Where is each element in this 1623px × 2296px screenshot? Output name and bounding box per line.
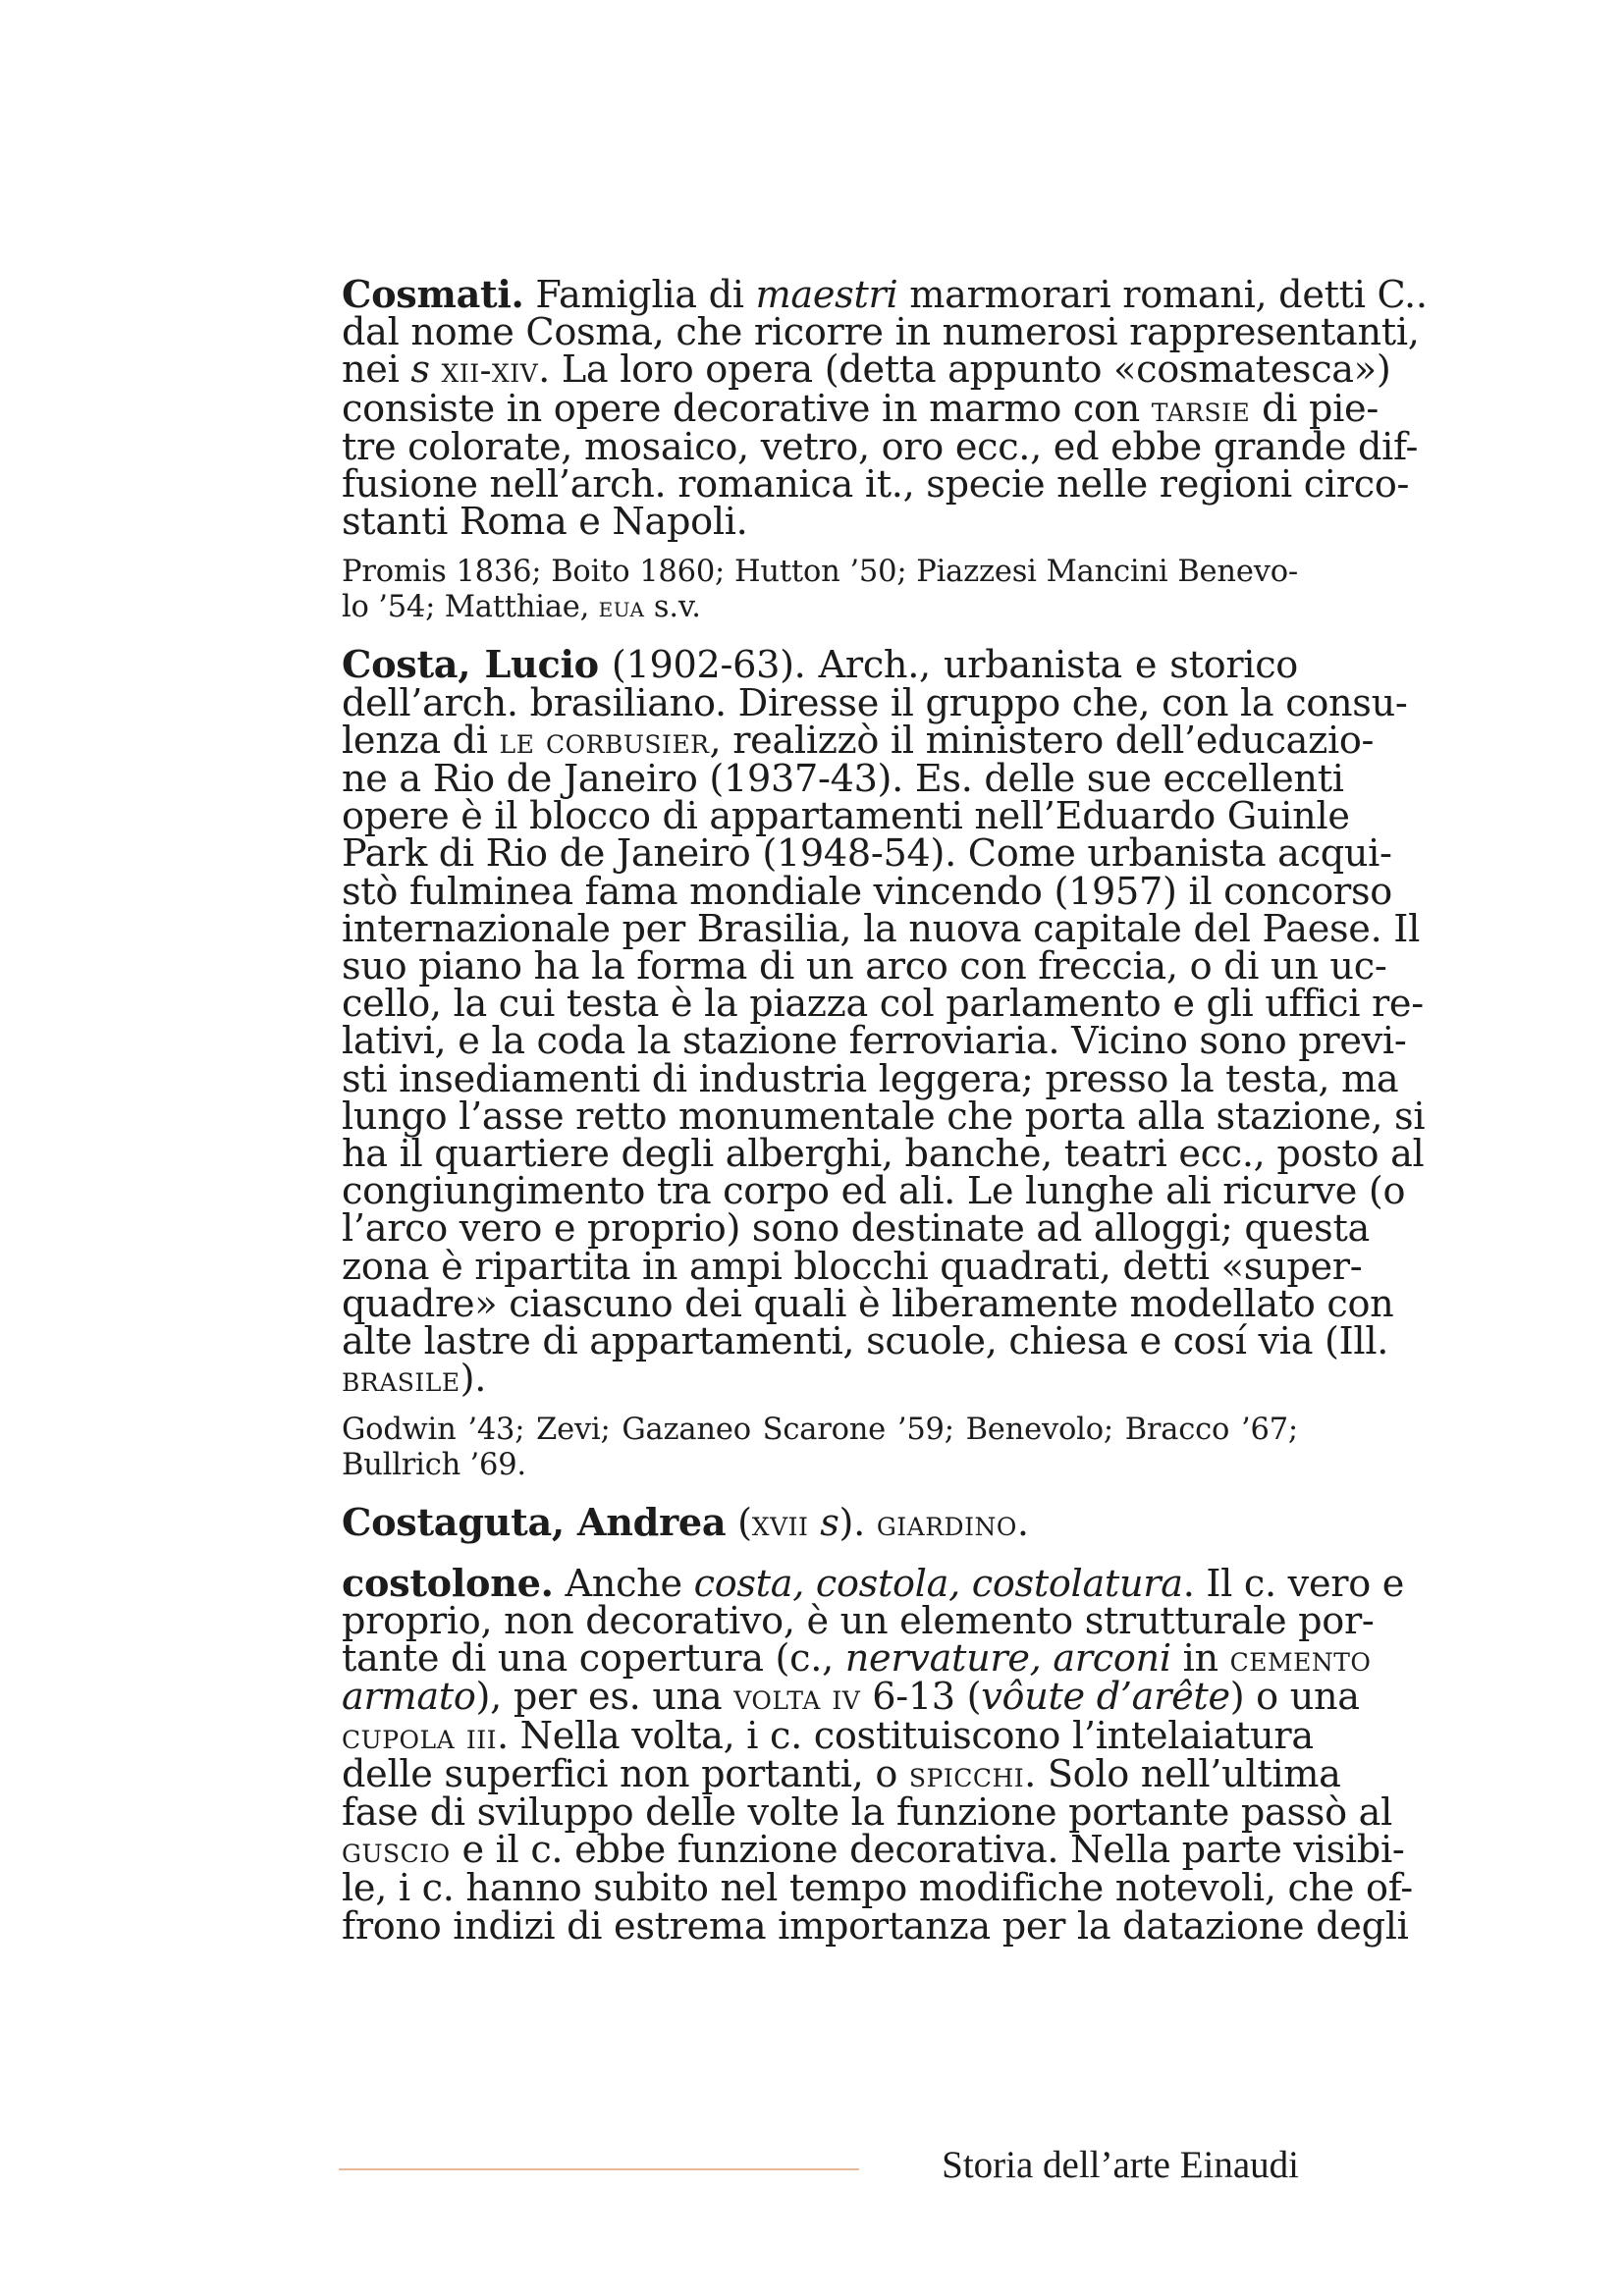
text-line xyxy=(342,1637,1372,1682)
text-segment: quadre» ciascuno dei quali è liberamente modellato con xyxy=(342,1282,1394,1326)
cross-reference: spicchi xyxy=(908,1754,1025,1795)
text-segment: stanti Roma e Napoli. xyxy=(342,501,748,545)
text-segment: Park di Rio de Janeiro (1948-54). Come urbanista acqui- xyxy=(342,832,1392,877)
text-line xyxy=(342,643,1298,688)
text-segment: alte lastre di appartamenti, scuole, chiesa e cosí via (Ill. xyxy=(342,1320,1389,1364)
text-segment: armato xyxy=(342,1676,476,1720)
cross-reference: cemento xyxy=(1229,1639,1372,1681)
text-segment: lo ’54; Matthiae, xyxy=(342,590,599,625)
text-line xyxy=(342,1448,1298,1483)
text-segment: internazionale per Brasilia, la nuova capitale del Paese. Il xyxy=(342,907,1420,951)
text-segment: in xyxy=(1170,1637,1230,1682)
footer-rule xyxy=(339,2168,859,2170)
footer-label: Storia dell’arte Einaudi xyxy=(942,2144,1299,2186)
text-line xyxy=(342,1170,1406,1214)
text-segment: . Solo nell’ultima xyxy=(1024,1752,1341,1796)
text-line xyxy=(342,1904,1409,1949)
text-segment: opere è il blocco di appartamenti nell’Eduardo Guinle xyxy=(342,795,1350,839)
text-segment: stò fulminea fama mondiale vincendo (1957) il concorso xyxy=(342,870,1392,914)
entry-body xyxy=(342,1561,1413,1949)
text-line xyxy=(342,795,1350,839)
text-segment: s xyxy=(820,1502,839,1546)
cross-reference: guscio xyxy=(342,1831,451,1872)
text-segment: e il c. ebbe funzione decorativa. Nella parte visibi- xyxy=(450,1829,1405,1873)
cross-reference: tarsie xyxy=(1151,389,1251,430)
text-segment: di pie- xyxy=(1250,387,1379,431)
text-line xyxy=(342,719,1375,763)
text-segment: Famiglia di xyxy=(523,274,756,317)
text-segment: dal nome Cosma, che ricorre in numerosi rappresentanti, xyxy=(342,311,1420,355)
text-line xyxy=(342,1752,1341,1796)
text-segment: le, i c. hanno subito nel tempo modifiche notevoli, che of- xyxy=(342,1867,1413,1911)
entry-body xyxy=(342,273,1428,545)
page-footer xyxy=(339,2143,1299,2202)
text-segment: lungo l’asse retto monumentale che porta alla stazione, si xyxy=(342,1095,1426,1139)
entry-headword: Cosmati. xyxy=(342,273,524,317)
text-line xyxy=(342,1282,1394,1326)
text-line xyxy=(342,1057,1399,1101)
text-segment: lenza di xyxy=(342,719,500,763)
text-line xyxy=(342,1133,1425,1177)
text-line xyxy=(342,945,1387,989)
text-segment: ). xyxy=(839,1502,877,1546)
text-segment: costa, costola, costolatura xyxy=(693,1562,1183,1606)
text-line xyxy=(342,501,1298,545)
entry-headword: costolone. xyxy=(342,1561,554,1606)
text-line xyxy=(342,425,1419,469)
entry-cosmati xyxy=(342,273,1428,625)
text-line xyxy=(342,1599,1375,1643)
entry-body xyxy=(342,643,1426,1402)
text-segment: ne a Rio de Janeiro (1937-43). Es. delle sue eccellenti xyxy=(342,758,1344,802)
text-segment: vôute d’arête xyxy=(981,1676,1230,1720)
text-segment: l’arco vero e proprio) sono destinate ad alloggi; questa xyxy=(342,1207,1370,1252)
entry-body xyxy=(342,1501,1298,1546)
text-segment: ), per es. una xyxy=(475,1676,734,1720)
text-segment: . La loro opera (detta appunto «cosmatesca») xyxy=(538,348,1391,393)
cross-reference: volta iv xyxy=(733,1678,861,1719)
text-segment: nei xyxy=(342,348,411,393)
text-line xyxy=(342,1245,1363,1289)
text-line xyxy=(342,387,1379,431)
text-line xyxy=(342,1829,1405,1873)
text-line xyxy=(342,590,1298,625)
text-line xyxy=(342,870,1392,914)
text-segment: fusione nell’arch. romanica it., specie nelle regioni circo- xyxy=(342,463,1410,507)
text-segment: . xyxy=(1016,1502,1029,1546)
text-segment: . Nella volta, i c. costituiscono l’intelaiatura xyxy=(496,1714,1314,1758)
text-segment: zona è ripartita in ampi blocchi quadrati, detti «super- xyxy=(342,1245,1363,1289)
text-segment: sti insediamenti di industria leggera; presso la testa, ma xyxy=(342,1057,1399,1101)
text-segment xyxy=(430,348,442,392)
text-segment: ). xyxy=(460,1358,487,1402)
text-segment: ) o una xyxy=(1229,1676,1360,1720)
text-line xyxy=(342,1095,1426,1139)
text-segment: maestri xyxy=(755,274,898,317)
cross-reference: giardino xyxy=(876,1504,1017,1545)
entry-headword: Costaguta, Andrea xyxy=(342,1501,727,1546)
cross-reference: xii-xiv xyxy=(441,350,539,392)
text-segment: (1902-63). Arch., urbanista e storico xyxy=(598,644,1298,688)
text-line xyxy=(342,1676,1360,1720)
text-segment: lativi, e la coda la stazione ferroviaria. Vicino sono previ- xyxy=(342,1020,1407,1064)
text-segment: ( xyxy=(726,1502,752,1546)
text-segment: Godwin ’43; Zevi; Gazaneo Scarone ’59; Benevolo; Bracco ’67; xyxy=(342,1413,1298,1448)
cross-reference: cupola iii xyxy=(342,1716,497,1757)
text-segment: consiste in opere decorative in marmo con xyxy=(342,387,1152,431)
text-line xyxy=(342,1867,1413,1911)
cross-reference: brasile xyxy=(342,1360,460,1401)
text-line xyxy=(342,273,1428,317)
text-segment: delle superfici non portanti, o xyxy=(342,1752,909,1796)
text-segment: suo piano ha la forma di un arco con freccia, o di un uc- xyxy=(342,945,1387,989)
text-segment: ha il quartiere degli alberghi, banche, teatri ecc., posto al xyxy=(342,1133,1425,1177)
text-line xyxy=(342,983,1424,1027)
text-segment: dell’arch. brasiliano. Diresse il gruppo che, con la consu- xyxy=(342,681,1408,725)
text-line xyxy=(342,1714,1314,1758)
cross-reference: eua xyxy=(598,591,645,624)
text-segment: nervature, arconi xyxy=(844,1637,1171,1682)
text-segment: tre colorate, mosaico, vetro, oro ecc., ed ebbe grande dif- xyxy=(342,425,1419,469)
text-segment: s xyxy=(410,348,430,393)
cross-reference: xvii xyxy=(751,1504,809,1545)
text-segment: congiungimento tra corpo ed ali. Le lunghe ali ricurve (o xyxy=(342,1170,1406,1214)
text-segment: frono indizi di estrema importanza per la datazione degli xyxy=(342,1904,1409,1949)
text-line xyxy=(342,348,1391,393)
text-line xyxy=(342,907,1420,951)
text-segment: tante di una copertura (c., xyxy=(342,1637,845,1682)
entry-bibliography xyxy=(342,1413,1298,1483)
text-segment: , realizzò il ministero dell’educazio- xyxy=(709,719,1375,763)
entry-bibliography xyxy=(342,555,1298,625)
text-segment: proprio, non decorativo, è un elemento strutturale por- xyxy=(342,1599,1375,1643)
entry-costa-lucio xyxy=(342,643,1426,1483)
text-line xyxy=(342,555,1298,590)
text-segment: fase di sviluppo delle volte la funzione portante passò al xyxy=(342,1790,1393,1835)
entry-headword: Costa, Lucio xyxy=(342,643,599,688)
text-segment: Anche xyxy=(553,1562,694,1606)
text-segment xyxy=(808,1502,820,1545)
text-line xyxy=(342,1020,1407,1064)
text-segment: marmorari romani, detti C.. xyxy=(897,274,1428,317)
text-segment: Bullrich ’69. xyxy=(342,1448,526,1483)
text-segment: 6-13 ( xyxy=(860,1676,982,1720)
text-line xyxy=(342,1501,1298,1546)
text-segment: s.v. xyxy=(644,590,701,625)
entry-costolone xyxy=(342,1561,1413,1949)
text-line xyxy=(342,1413,1298,1448)
text-line xyxy=(342,463,1410,507)
cross-reference: le corbusier xyxy=(499,721,710,762)
dictionary-page xyxy=(342,273,1428,1967)
text-line xyxy=(342,311,1420,355)
text-segment: cello, la cui testa è la piazza col parlamento e gli uffici re- xyxy=(342,983,1424,1027)
text-line xyxy=(342,1358,1298,1402)
text-line xyxy=(342,1207,1370,1252)
text-line xyxy=(342,1561,1405,1606)
text-line xyxy=(342,758,1344,802)
text-line xyxy=(342,832,1392,877)
entry-costaguta-andrea xyxy=(342,1501,1298,1546)
text-segment: Promis 1836; Boito 1860; Hutton ’50; Piazzesi Mancini Benevo- xyxy=(342,555,1298,590)
text-line xyxy=(342,681,1408,725)
text-segment: . Il c. vero e xyxy=(1182,1562,1405,1606)
text-line xyxy=(342,1790,1393,1835)
text-line xyxy=(342,1320,1389,1364)
